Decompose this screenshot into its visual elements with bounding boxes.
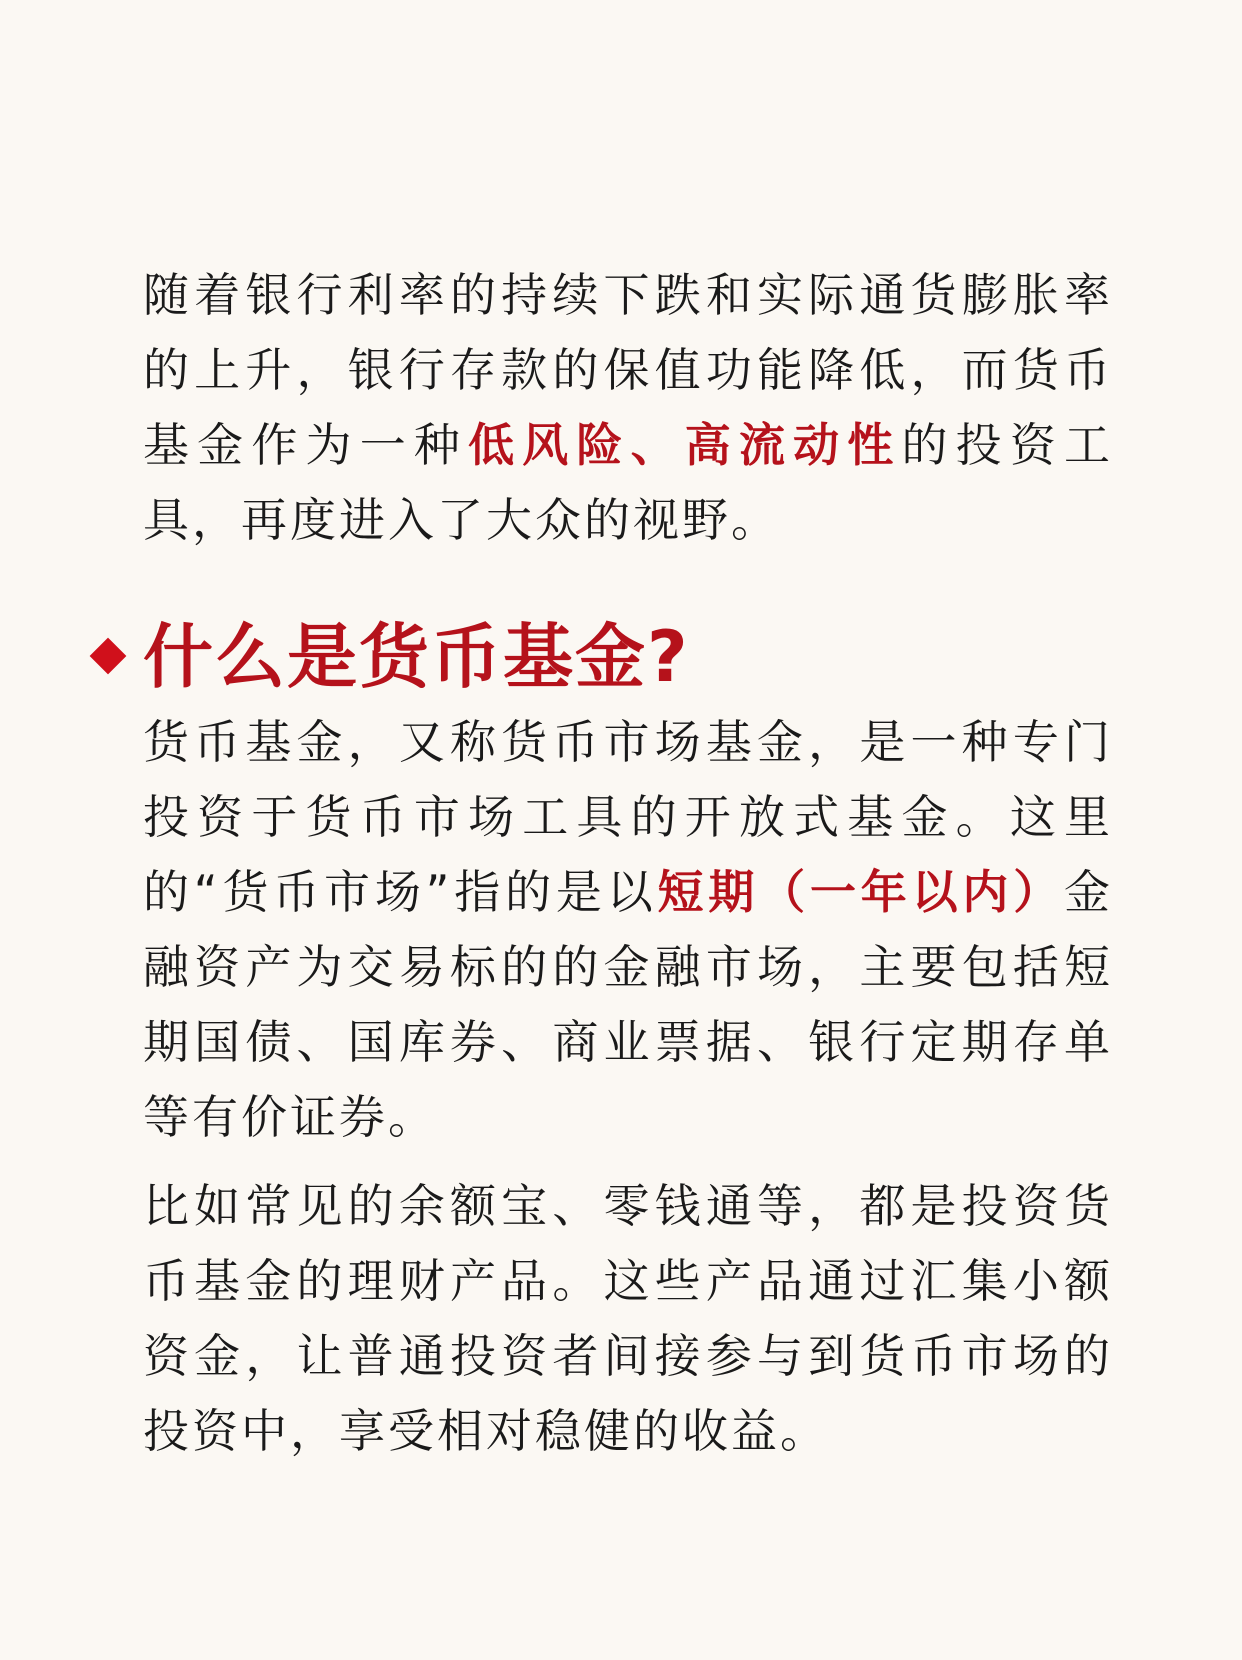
definition-text-part2: 金融资产为交易标的的金融市场，主要包括短期国债、国库券、商业票据、银行定期存单等有价证券。: [143, 865, 1114, 1144]
intro-highlight: 低风险、高流动性: [468, 418, 902, 472]
intro-text-part1: 随着银行利率的持续下跌和实际通货膨胀率的上升，银行存款的保值功能降低，而货币基金作为一种: [143, 268, 1113, 472]
article-body: [143, 258, 1113, 1469]
section-heading-row: [143, 613, 1113, 701]
example-paragraph: 比如常见的余额宝、零钱通等，都是投资货币基金的理财产品。这些产品通过汇集小额资金，让普通投资者间接参与到货币市场的投资中，享受相对稳健的收益。: [143, 1179, 1113, 1458]
definition-paragraph: [143, 705, 1113, 1155]
red-diamond-bullet-icon: [90, 638, 127, 675]
definition-highlight: 短期（一年以内）: [657, 865, 1065, 919]
intro-text-part2: 的投资工具，再度进入了大众的视野。: [143, 418, 1114, 547]
definition-text-part1: 货币基金，又称货币市场基金，是一种专门投资于货币市场工具的开放式基金。这里的“货币市场”指的是以: [143, 715, 1113, 919]
intro-paragraph: [143, 258, 1113, 558]
section-heading: 什么是货币基金?: [143, 616, 690, 698]
